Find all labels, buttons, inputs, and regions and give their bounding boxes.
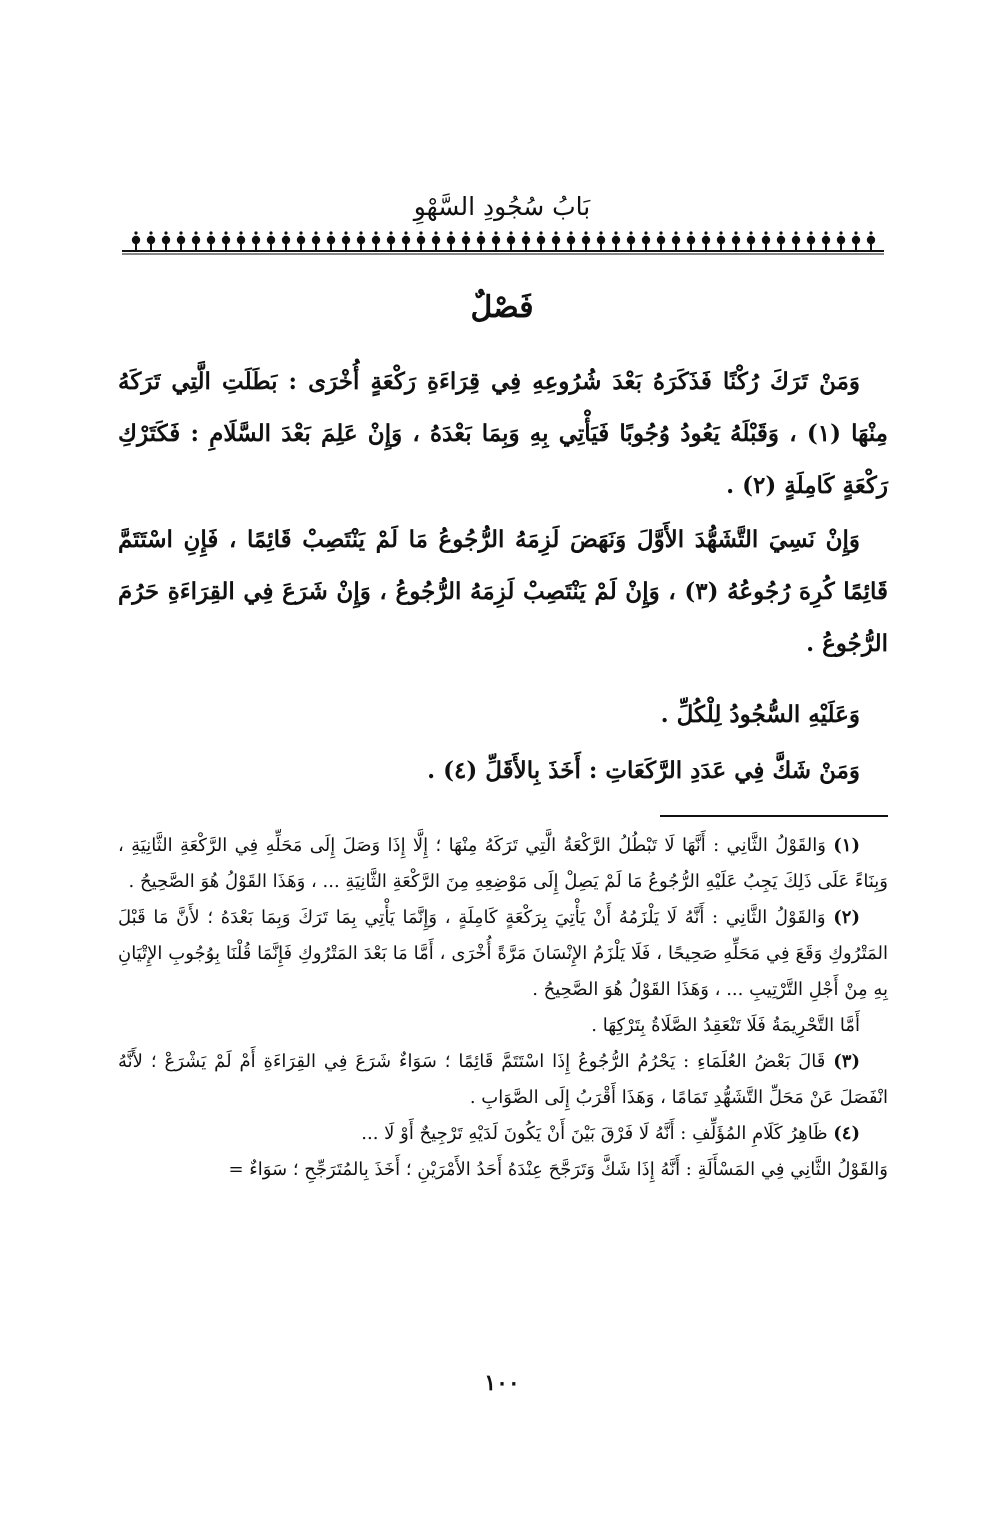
footnote-text: وَالقَوْلُ الثَّانِي : أَنَّهُ لَا يَلْزَمُهُ أَنْ يَأْتِيَ بِرَكْعَةٍ كَامِلَةٍ ، وَإِنَّمَا يَأْتِي بِمَا تَرَكَ وَبِمَا بَعْدَهُ ؛ لأَنَّ مَا قَبْلَ المَتْرُوكِ وَقَعَ فِي مَحَلِّهِ صَحِيحًا ، فَلَا يَلْزَمُ الإِنْسَانَ مَرَّةً أُخْرَى ، أَمَّا مَا بَعْدَ المَتْرُوكِ فَإِنَّمَا قُلْنَا بِوُجُوبِ الإِتْيَانِ بِهِ مِنْ أَجْلِ التَّرْتِيبِ ... ، وَهَذَا القَوْلُ هُوَ الصَّحِيحُ . (118, 907, 888, 1000)
footnote-text: وَالقَوْلُ الثَّانِي فِي المَسْأَلَةِ : أَنَّهُ إِذَا شَكَّ وَتَرَجَّحَ عِنْدَهُ أَحَدُ الأَمْرَيْنِ ؛ أَخَذَ بِالمُتَرَجِّحِ ؛ سَوَاءٌ = (228, 1159, 888, 1180)
main-paragraph (118, 514, 888, 670)
footnote-4-continuation (118, 1152, 888, 1188)
footnote-text: وَالقَوْلُ الثَّانِي : أَنَّهَا لَا تَبْطُلُ الرَّكْعَةُ الَّتِي تَرَكَهُ مِنْهَا ؛ إِلَّا إِذَا وَصَلَ إِلَى مَحَلِّهِ فِي الرَّكْعَةِ الثَّانِيَةِ ، وَبِنَاءً عَلَى ذَلِكَ يَجِبُ عَلَيْهِ الرُّجُوعُ مَا لَمْ يَصِلْ إِلَى مَوْضِعِهِ مِنَ الرَّكْعَةِ الثَّانِيَةِ ... ، وَهَذَا القَوْلُ هُوَ الصَّحِيحُ . (118, 835, 888, 892)
footnote-text: ظَاهِرُ كَلَامِ المُؤَلِّفِ : أَنَّهُ لَا فَرْقَ بَيْنَ أَنْ يَكُونَ لَدَيْهِ تَرْجِيحٌ أَوْ لَا ... (361, 1123, 828, 1144)
footnote-4 (118, 1116, 888, 1152)
paragraph-text: وَمَنْ تَرَكَ رُكْنًا فَذَكَرَهُ بَعْدَ شُرُوعِهِ فِي قِرَاءَةِ رَكْعَةٍ أُخْرَى : بَطَلَتِ الَّتِي تَرَكَهُ مِنْهَا (١) ، وَقَبْلَهُ يَعُودُ وُجُوبًا فَيَأْتِي بِهِ وَبِمَا بَعْدَهُ ، وَإِنْ عَلِمَ بَعْدَ السَّلَامِ : فَكَتَرْكِ رَكْعَةٍ كَامِلَةٍ (٢) . (118, 368, 889, 499)
footnote-number: (٢) (833, 907, 860, 928)
footnote-text: قَالَ بَعْضُ العُلَمَاءِ : يَحْرُمُ الرُّجُوعُ إِذَا اسْتَتَمَّ قَائِمًا ؛ سَوَاءٌ شَرَعَ فِي القِرَاءَةِ أَمْ لَمْ يَشْرَعْ ؛ لأَنَّهُ انْفَصَلَ عَنْ مَحَلِّ التَّشَهُّدِ تَمَامًا ، وَهَذَا أَقْرَبُ إِلَى الصَّوَابِ . (118, 1051, 888, 1108)
main-paragraph (118, 689, 888, 741)
paragraph-text: وَإِنْ نَسِيَ التَّشَهُّدَ الأَوَّلَ وَنَهَضَ لَزِمَهُ الرُّجُوعُ مَا لَمْ يَنْتَصِبْ قَائِمًا ، فَإِنِ اسْتَتَمَّ قَائِمًا كُرِهَ رُجُوعُهُ (٣) ، وَإِنْ لَمْ يَنْتَصِبْ لَزِمَهُ الرُّجُوعُ ، وَإِنْ شَرَعَ فِي القِرَاءَةِ حَرُمَ الرُّجُوعُ . (118, 526, 888, 657)
footnote-number: (٤) (833, 1123, 860, 1144)
ornamental-border-icon (122, 230, 884, 256)
chapter-title: بَابُ سُجُودِ السَّهْوِ (413, 192, 591, 221)
footnote-number: (٣) (833, 1051, 860, 1072)
footnote-2-continuation (118, 1008, 888, 1044)
footnote-1 (118, 828, 888, 900)
paragraph-text: وَعَلَيْهِ السُّجُودُ لِلْكُلِّ . (660, 701, 860, 728)
section-title: فَصْلٌ (470, 290, 534, 325)
footnote-2 (118, 900, 888, 1008)
main-paragraph (118, 356, 888, 512)
footnote-number: (١) (833, 835, 860, 856)
footnotes-section (118, 828, 888, 1188)
paragraph-text: وَمَنْ شَكَّ فِي عَدَدِ الرَّكَعَاتِ : أَخَذَ بِالأَقَلِّ (٤) . (427, 757, 860, 784)
page-number: ١٠٠ (484, 1370, 520, 1396)
footnote-3 (118, 1044, 888, 1116)
main-paragraph (118, 745, 888, 797)
footnote-divider (660, 815, 888, 817)
footnote-text: أَمَّا التَّحْرِيمَةُ فَلَا تَنْعَقِدُ الصَّلَاةُ بِتَرْكِهَا . (591, 1015, 860, 1036)
